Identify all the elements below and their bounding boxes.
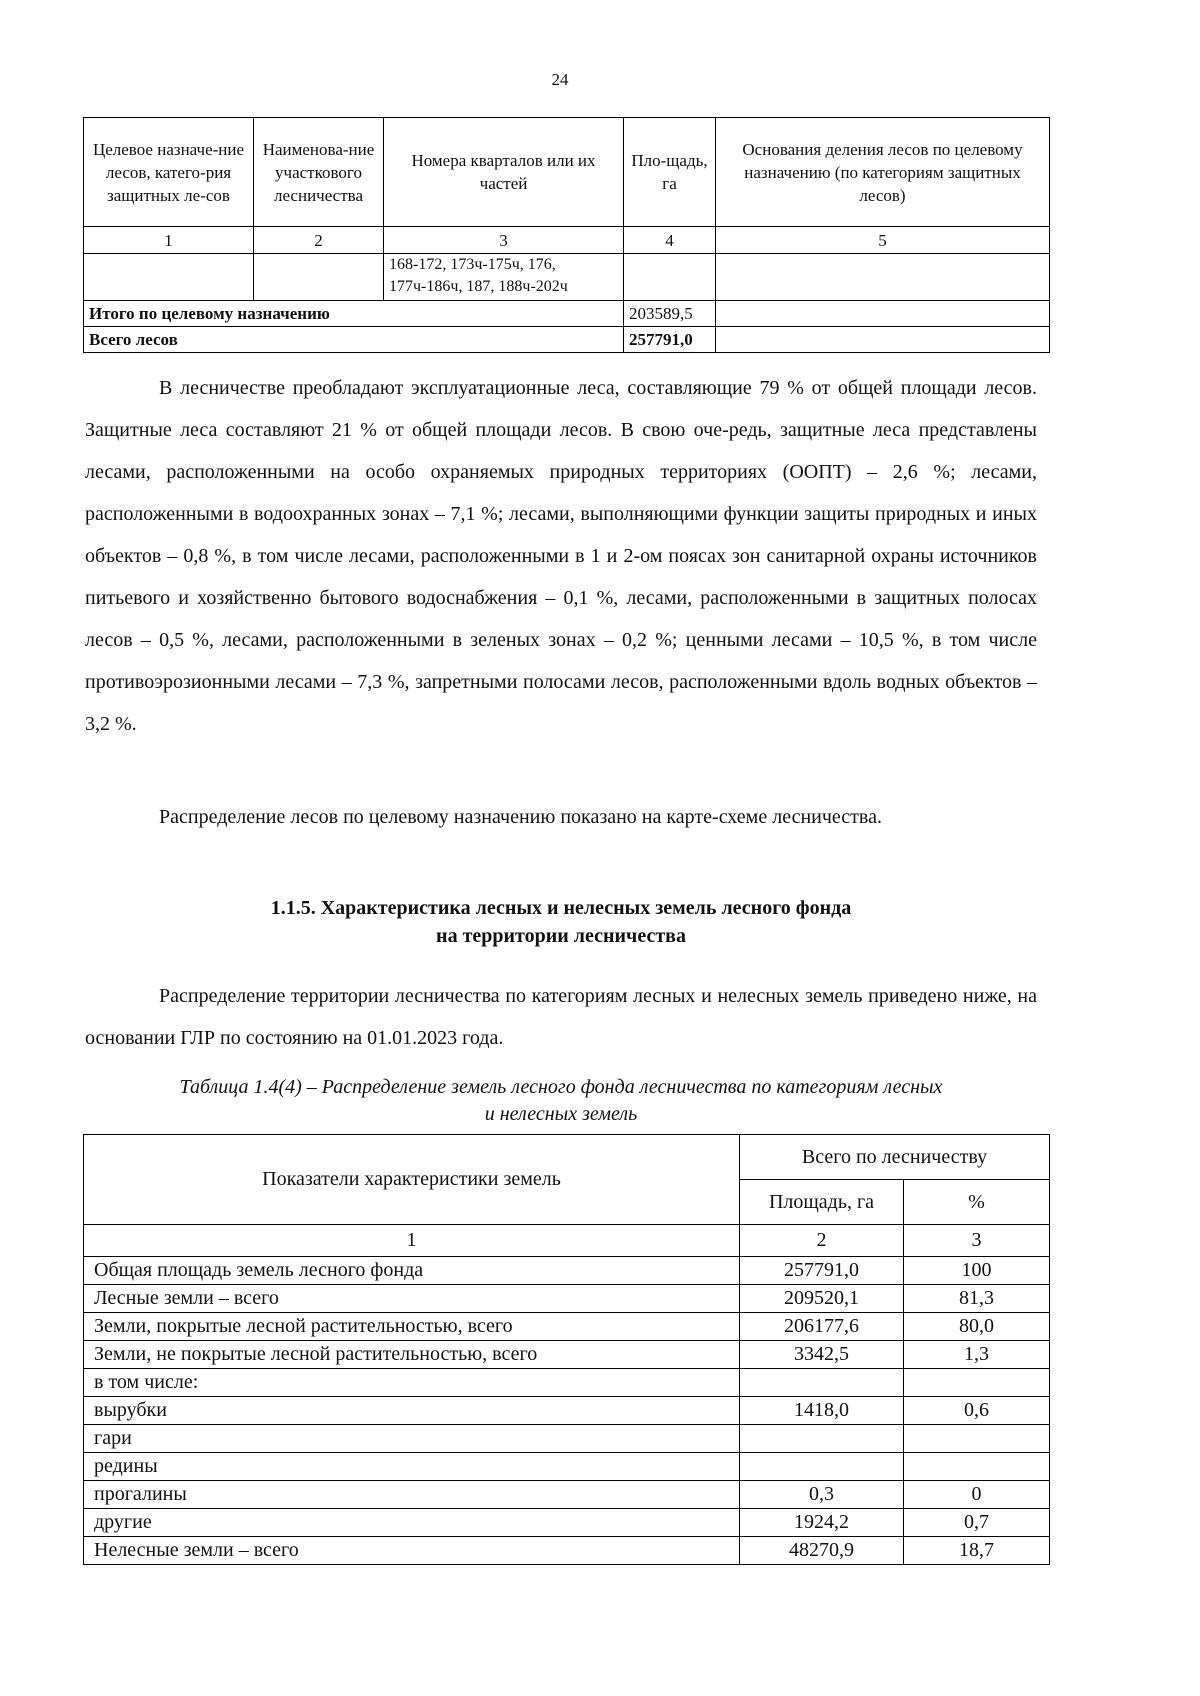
- paragraph: В лесничестве преобладают эксплуатационные леса, составляющие 79 % от общей площади лесов. Защитные леса составляют 21 % от общей площади лесов. В свою оче-редь, защитные леса представлены лесами, расположенными на особо охраняемых природных территориях (ООПТ) – 2,6 %; лесами, расположенными в водоохранных зонах – 7,1 %; лесами, выполняющими функции защиты природных и иных объектов – 0,8 %, в том числе лесами, расположенными в 1 и 2-ом поясах зон санитарной охраны источников питьевого и хозяйственно бытового водоснабжения – 0,1 %, лесами, расположенными в защитных полосах лесов – 0,5 %, лесами, расположенными в зеленых зонах – 0,2 %; ценными лесами – 10,5 %, в том числе противоэрозионными лесами – 7,3 %, запретными полосами лесов, расположенными вдоль водных объектов – 3,2 %.: [85, 377, 1037, 735]
- page-number: 24: [551, 70, 569, 89]
- table-cell: [716, 327, 1050, 353]
- row-area: 48270,9: [740, 1537, 904, 1565]
- table-row: [84, 1397, 1050, 1425]
- row-percent: 80,0: [904, 1313, 1050, 1341]
- column-number: 2: [740, 1225, 904, 1257]
- row-label: Земли, покрытые лесной растительностью, всего: [84, 1313, 740, 1341]
- table-row: [84, 1313, 1050, 1341]
- total-area: 203589,5: [624, 301, 716, 327]
- row-area: [740, 1453, 904, 1481]
- all-label: Всего лесов: [84, 327, 624, 353]
- header-cell: Всего по лесничеству: [740, 1135, 1050, 1180]
- table-header-row: [84, 118, 1050, 227]
- row-area: 1924,2: [740, 1509, 904, 1537]
- row-percent: [904, 1369, 1050, 1397]
- row-area: [740, 1369, 904, 1397]
- all-forests-row: [84, 327, 1050, 353]
- table-row: [84, 254, 1050, 301]
- column-number: 2: [254, 227, 384, 254]
- row-area: 3342,5: [740, 1341, 904, 1369]
- row-label: Земли, не покрытые лесной растительностью, всего: [84, 1341, 740, 1369]
- table-row: [84, 1285, 1050, 1313]
- column-number: 1: [84, 1225, 740, 1257]
- row-percent: 1,3: [904, 1341, 1050, 1369]
- column-number-row: [84, 227, 1050, 254]
- row-label: Общая площадь земель лесного фонда: [84, 1257, 740, 1285]
- table-cell: [84, 254, 254, 301]
- row-percent: [904, 1453, 1050, 1481]
- header-cell: %: [904, 1180, 1050, 1225]
- table-caption: [85, 1074, 1037, 1128]
- row-label: в том числе:: [84, 1369, 740, 1397]
- row-area: 209520,1: [740, 1285, 904, 1313]
- row-percent: 18,7: [904, 1537, 1050, 1565]
- land-categories-table: [83, 1134, 1050, 1565]
- heading-line: на территории лесничества: [436, 925, 686, 947]
- row-percent: 0,6: [904, 1397, 1050, 1425]
- row-area: 257791,0: [740, 1257, 904, 1285]
- column-number: 1: [84, 227, 254, 254]
- caption-line: и нелесных земель: [484, 1103, 638, 1125]
- table-cell: [716, 254, 1050, 301]
- row-percent: 0,7: [904, 1509, 1050, 1537]
- row-label: гари: [84, 1425, 740, 1453]
- section-heading: [85, 894, 1037, 950]
- column-number: 4: [624, 227, 716, 254]
- column-number-row: [84, 1225, 1050, 1257]
- row-label: Лесные земли – всего: [84, 1285, 740, 1313]
- row-percent: [904, 1425, 1050, 1453]
- row-area: 206177,6: [740, 1313, 904, 1341]
- row-percent: 100: [904, 1257, 1050, 1285]
- row-label: другие: [84, 1509, 740, 1537]
- row-percent: 81,3: [904, 1285, 1050, 1313]
- column-number: 5: [716, 227, 1050, 254]
- header-cell: Целевое назначе-ние лесов, катего-рия защитных ле-сов: [84, 118, 254, 227]
- table-row: [84, 1481, 1050, 1509]
- column-number: 3: [904, 1225, 1050, 1257]
- table-header-row: [84, 1135, 1050, 1180]
- row-area: 1418,0: [740, 1397, 904, 1425]
- table-row: [84, 1453, 1050, 1481]
- table-row: [84, 1537, 1050, 1565]
- table-row: [84, 1425, 1050, 1453]
- all-area: 257791,0: [624, 327, 716, 353]
- header-cell: Номера кварталов или их частей: [384, 118, 624, 227]
- total-row: [84, 301, 1050, 327]
- total-label: Итого по целевому назначению: [84, 301, 624, 327]
- table-cell: [624, 254, 716, 301]
- table-row: [84, 1509, 1050, 1537]
- row-label: Нелесные земли – всего: [84, 1537, 740, 1565]
- header-cell: Показатели характеристики земель: [84, 1135, 740, 1225]
- row-area: 0,3: [740, 1481, 904, 1509]
- row-label: редины: [84, 1453, 740, 1481]
- caption-line: Таблица 1.4(4) – Распределение земель лесного фонда лесничества по категориям лесных: [179, 1076, 943, 1098]
- header-cell: Наименова-ние участкового лесничества: [254, 118, 384, 227]
- row-area: [740, 1425, 904, 1453]
- paragraph: Распределение лесов по целевому назначению показано на карте-схеме лесничества.: [159, 806, 882, 828]
- table-cell: [716, 301, 1050, 327]
- table-row: [84, 1257, 1050, 1285]
- table-row: [84, 1341, 1050, 1369]
- paragraph: Распределение территории лесничества по категориям лесных и нелесных земель приведено ниже, на основании ГЛР по состоянию на 01.01.2023 года.: [85, 985, 1037, 1049]
- forest-purpose-table: [83, 117, 1050, 353]
- column-number: 3: [384, 227, 624, 254]
- row-percent: 0: [904, 1481, 1050, 1509]
- row-label: вырубки: [84, 1397, 740, 1425]
- heading-line: 1.1.5. Характеристика лесных и нелесных земель лесного фонда: [270, 897, 852, 919]
- header-cell: Основания деления лесов по целевому назначению (по категориям защитных лесов): [716, 118, 1050, 227]
- table-cell: [254, 254, 384, 301]
- table-row: [84, 1369, 1050, 1397]
- header-cell: Площадь, га: [740, 1180, 904, 1225]
- row-label: прогалины: [84, 1481, 740, 1509]
- header-cell: Пло-щадь, га: [624, 118, 716, 227]
- quarters-cell: 168-172, 173ч-175ч, 176, 177ч-186ч, 187, 188ч-202ч: [384, 254, 624, 301]
